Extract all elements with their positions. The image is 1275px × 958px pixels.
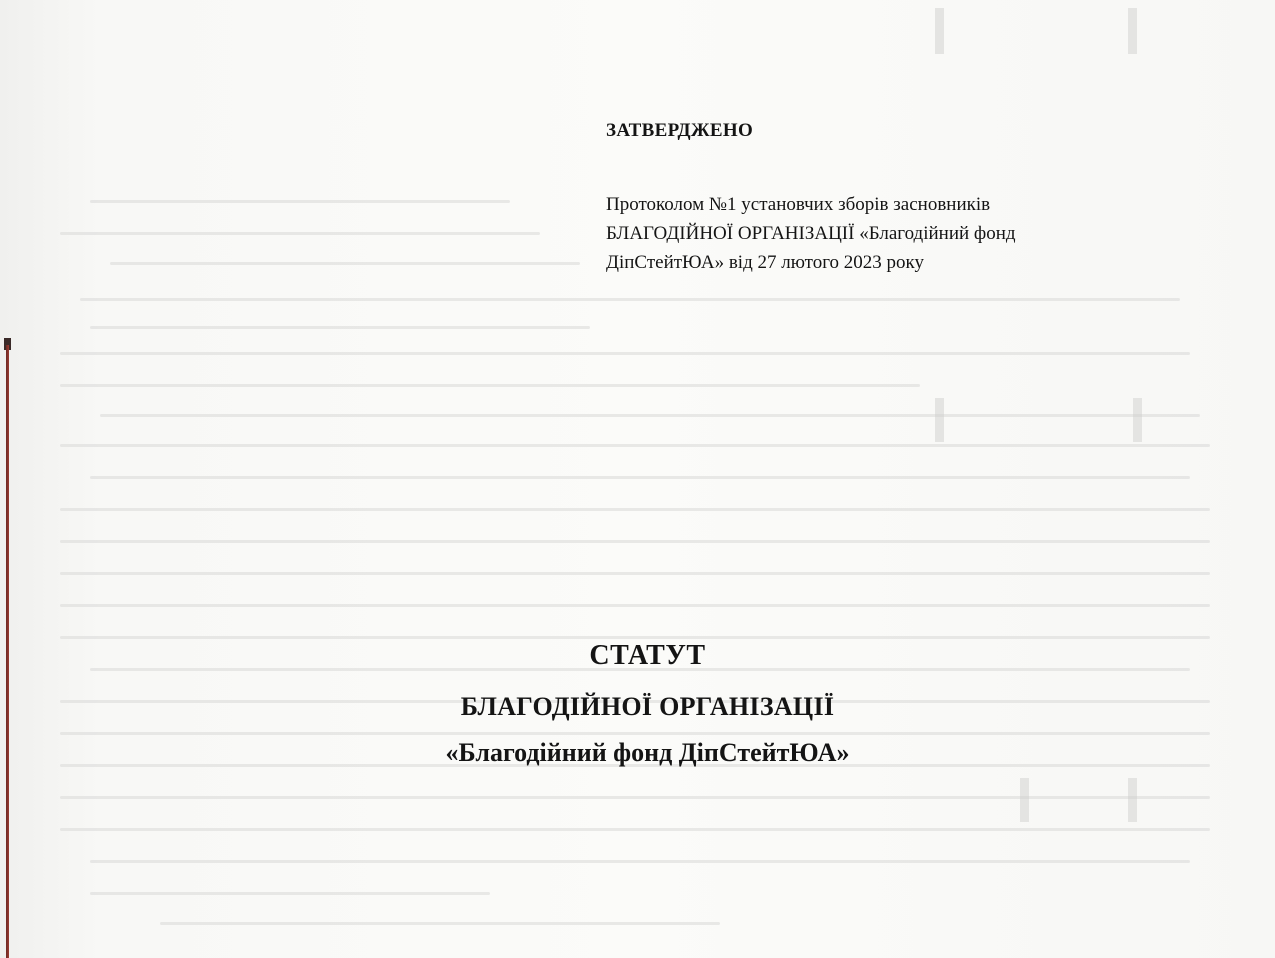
bleed-through-line (60, 796, 1210, 799)
bleed-through-line (60, 604, 1210, 607)
approval-line: БЛАГОДІЙНОЇ ОРГАНІЗАЦІЇ «Благодійний фонд (606, 223, 1016, 244)
bleed-through-line (90, 476, 1190, 479)
bleed-through-line (60, 444, 1210, 447)
bleed-through-line (100, 414, 1200, 417)
bleed-through-line (60, 828, 1210, 831)
title-block (0, 640, 1275, 768)
approval-line: Протоколом №1 установчих зборів засновників (606, 194, 991, 215)
organization-name: «Благодійний фонд ДіпСтейтЮА» (445, 738, 850, 767)
document-title: СТАТУТ (589, 640, 706, 671)
bleed-through-line (60, 384, 920, 387)
bleed-through-line (110, 262, 580, 265)
organization-type: БЛАГОДІЙНОЇ ОРГАНІЗАЦІЇ (460, 692, 835, 721)
bleed-through-line (60, 540, 1210, 543)
bleed-through-line (60, 508, 1210, 511)
approval-heading: ЗАТВЕРДЖЕНО (606, 120, 754, 141)
bleed-through-mark (935, 8, 944, 54)
bleed-through-line (90, 892, 490, 895)
bleed-through-line (80, 298, 1180, 301)
approval-block (606, 120, 1246, 277)
bleed-through-mark (1128, 778, 1137, 822)
bleed-through-mark (1128, 8, 1137, 54)
bleed-through-mark (1020, 778, 1029, 822)
bleed-through-line (60, 572, 1210, 575)
bleed-through-line (90, 200, 510, 203)
bleed-through-line (60, 232, 540, 235)
bleed-through-line (160, 922, 720, 925)
bleed-through-mark (1133, 398, 1142, 442)
bleed-through-line (60, 636, 1210, 639)
bleed-through-line (90, 860, 1190, 863)
approval-line: ДіпСтейтЮА» від 27 лютого 2023 року (606, 252, 924, 273)
bleed-through-line (60, 352, 1190, 355)
bleed-through-line (90, 326, 590, 329)
bleed-through-mark (935, 398, 944, 442)
